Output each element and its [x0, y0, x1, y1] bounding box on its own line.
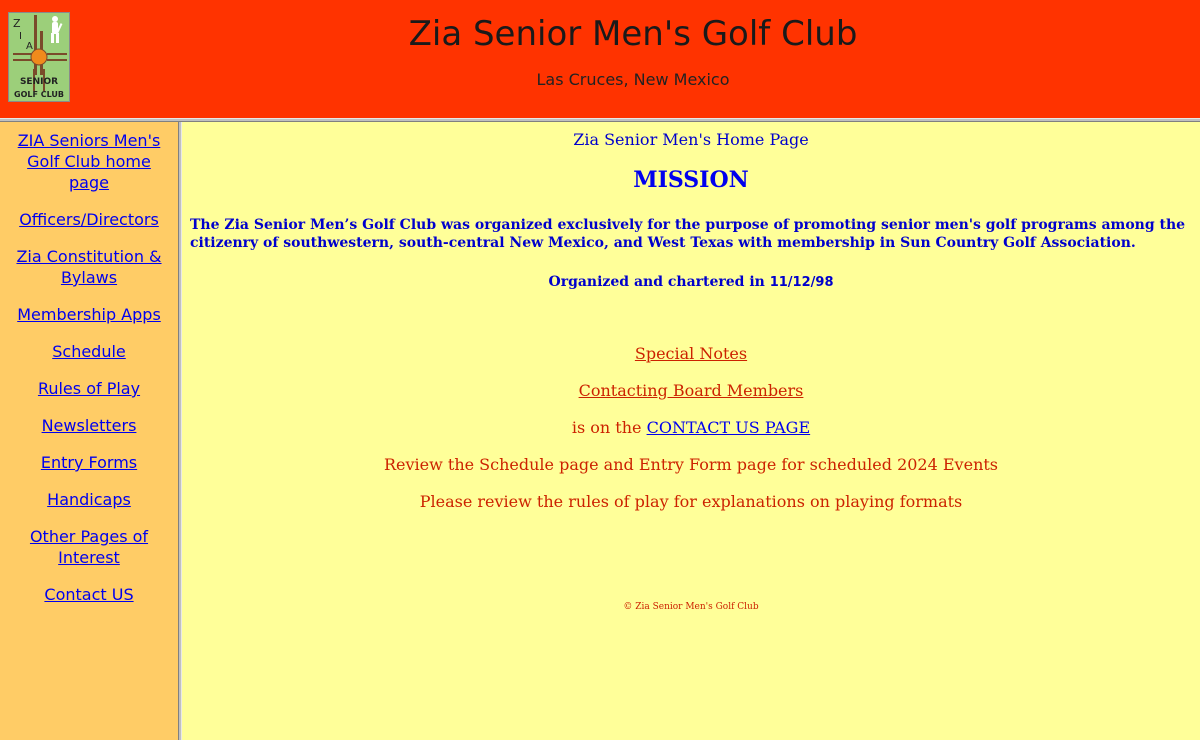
- rules-review-text: Please review the rules of play for explanations on playing formats: [419, 492, 963, 511]
- nav-link-contact[interactable]: Contact US: [44, 585, 134, 604]
- nav-link-other-pages[interactable]: Other Pages of Interest: [29, 527, 149, 567]
- sidebar-item-handicaps: [6, 489, 172, 510]
- sidebar-item-officers: [6, 209, 172, 230]
- sidebar-item-constitution: [6, 246, 172, 288]
- sidebar-item-schedule: [6, 341, 172, 362]
- chartered-prefix: Organized and chartered in: [548, 274, 770, 290]
- chartered-line: [182, 274, 1200, 290]
- sidebar-nav: [0, 122, 178, 740]
- nav-link-schedule[interactable]: Schedule: [52, 342, 126, 361]
- svg-text:Z: Z: [13, 17, 21, 30]
- nav-link-newsletters[interactable]: Newsletters: [41, 416, 137, 435]
- mission-heading: MISSION: [633, 167, 749, 193]
- nav-link-officers[interactable]: Officers/Directors: [19, 210, 159, 229]
- special-notes-row: [182, 344, 1200, 363]
- site-title: Zia Senior Men's Golf Club: [408, 14, 858, 54]
- sidebar-item-newsletters: [6, 415, 172, 436]
- sidebar-item-rules: [6, 378, 172, 399]
- nav-link-home[interactable]: ZIA Seniors Men's Golf Club home page: [17, 131, 161, 192]
- review-schedule-text: Review the Schedule page and Entry Form page for scheduled 2024 Events: [383, 455, 999, 474]
- page-title: Zia Senior Men's Home Page: [573, 130, 809, 149]
- sidebar-item-home: [6, 130, 172, 193]
- nav-link-constitution[interactable]: Zia Constitution & Bylaws: [16, 247, 162, 287]
- mission-statement: The Zia Senior Men’s Golf Club was organized exclusively for the purpose of promoting senior men's golf programs among the citizenry of southwestern, south-central New Mexico, and West Texas with membership in Sun Country Golf Association.: [190, 217, 1186, 251]
- sidebar-item-entry-forms: [6, 452, 172, 473]
- sidebar-item-contact: [6, 584, 172, 605]
- site-subtitle: Las Cruces, New Mexico: [536, 70, 730, 89]
- chartered-date: 11/12/98: [769, 275, 834, 290]
- nav-link-entry-forms[interactable]: Entry Forms: [40, 453, 138, 472]
- contact-line: [182, 418, 1200, 437]
- contacting-board-link[interactable]: Contacting Board Members: [578, 381, 804, 400]
- svg-text:SENIOR: SENIOR: [19, 77, 59, 87]
- contact-us-page-link[interactable]: CONTACT US PAGE: [646, 418, 811, 437]
- svg-text:A: A: [26, 41, 33, 52]
- nav-link-membership[interactable]: Membership Apps: [17, 305, 161, 324]
- svg-text:GOLF CLUB: GOLF CLUB: [14, 90, 64, 99]
- svg-text:I: I: [19, 31, 22, 42]
- copyright-notice: © Zia Senior Men's Golf Club: [623, 602, 759, 612]
- contacting-row: [182, 381, 1200, 400]
- nav-link-handicaps[interactable]: Handicaps: [47, 490, 131, 509]
- nav-link-rules[interactable]: Rules of Play: [37, 379, 141, 398]
- contact-prefix: is on the: [571, 418, 647, 437]
- special-notes-link[interactable]: Special Notes: [634, 344, 748, 363]
- site-header: [0, 0, 1200, 118]
- sidebar-item-other-pages: [6, 526, 172, 568]
- sidebar-item-membership: [6, 304, 172, 325]
- main-content: [182, 122, 1200, 740]
